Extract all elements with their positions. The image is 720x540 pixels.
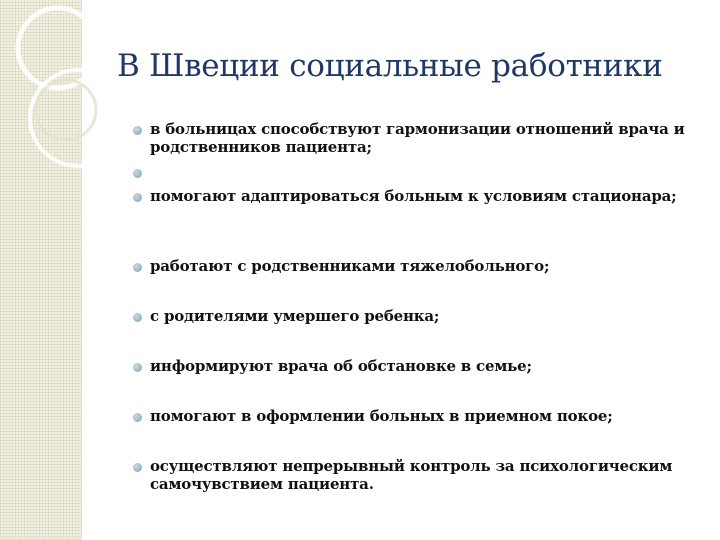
bullet-marker-icon: [133, 193, 142, 202]
bullet-marker-icon: [133, 313, 142, 322]
bullet-marker-icon: [133, 126, 142, 135]
bullet-text: информируют врача об обстановке в семье;: [150, 357, 532, 375]
bullet-text: с родителями умершего ребенка;: [150, 307, 440, 325]
bullet-text: в больницах способствуют гармонизации отношений врача и родственников пациента;: [150, 120, 685, 156]
bullet-text: помогают адаптироваться больным к условиям стационара;: [150, 187, 677, 205]
bullet-marker-icon: [133, 363, 142, 372]
bullet-marker-icon: [133, 263, 142, 272]
bullet-marker-icon: [133, 413, 142, 422]
bullet-text: помогают в оформлении больных в приемном покое;: [150, 407, 613, 425]
bullet-marker-icon: [133, 463, 142, 472]
slide-title: В Швеции социальные работники: [117, 48, 663, 84]
bullet-text: работают с родственниками тяжелобольного;: [150, 257, 550, 275]
bullet-marker-icon: [133, 169, 142, 178]
bullet-text: осуществляют непрерывный контроль за психологическим самочувствием пациента.: [150, 457, 673, 493]
